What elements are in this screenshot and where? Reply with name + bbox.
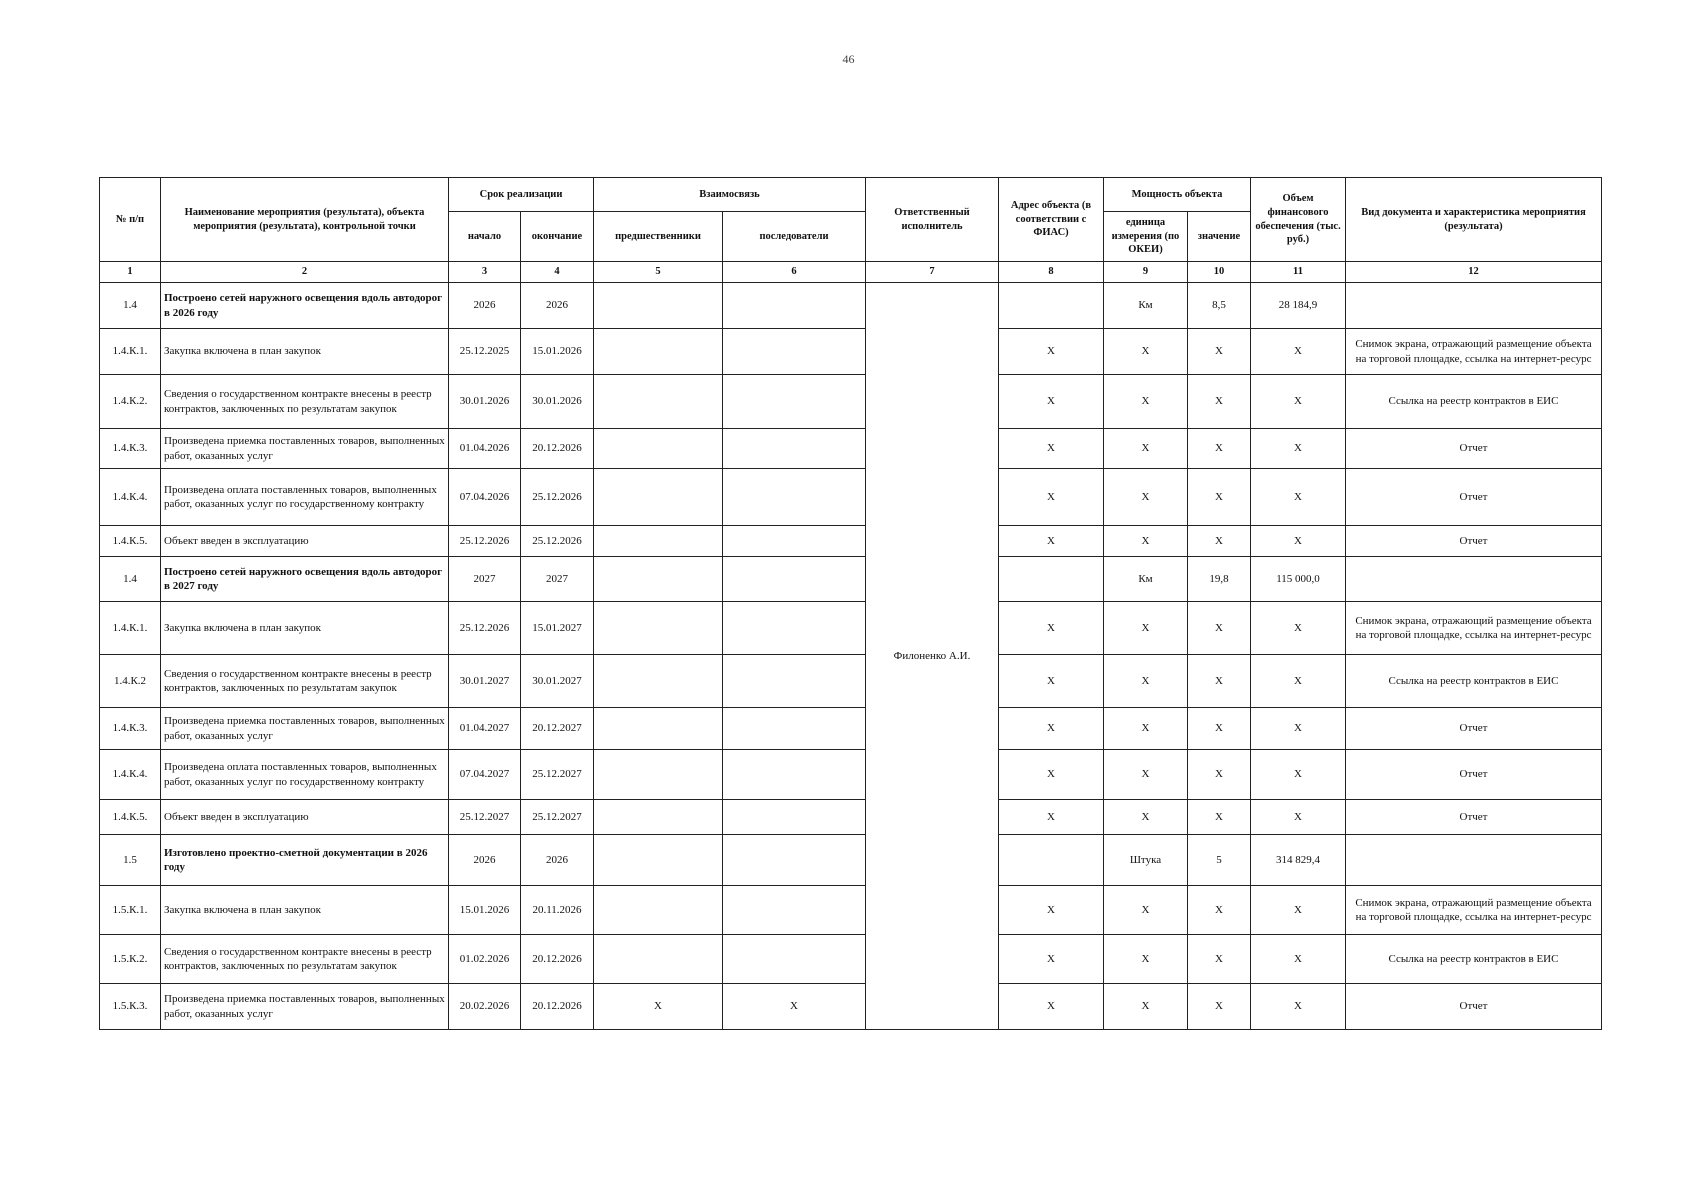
row-name: Произведена оплата поставленных товаров, выполненных работ, оказанных услуг по государственному контракту [161,750,449,800]
row-start: 2026 [449,283,521,329]
row-predecessors [594,886,723,935]
row-address: X [999,526,1104,557]
row-successors [723,602,866,655]
row-document: Ссылка на реестр контрактов в ЕИС [1346,935,1602,984]
row-unit: X [1104,526,1188,557]
row-number: 1.4.К.5. [100,800,161,835]
row-volume: X [1251,375,1346,429]
row-value: X [1188,469,1251,526]
row-end: 15.01.2026 [521,329,594,375]
row-successors [723,526,866,557]
row-start: 01.04.2027 [449,708,521,750]
row-successors [723,708,866,750]
row-start: 30.01.2026 [449,375,521,429]
row-name: Закупка включена в план закупок [161,602,449,655]
row-end: 30.01.2027 [521,655,594,708]
row-document: Снимок экрана, отражающий размещение объекта на торговой площадке, ссылка на интернет-ресурс [1346,602,1602,655]
table-row [100,800,1602,835]
row-address: X [999,984,1104,1030]
page-number: 46 [842,52,855,66]
row-number: 1.4.К.2. [100,375,161,429]
row-volume: X [1251,708,1346,750]
row-address: X [999,429,1104,469]
column-number: 3 [449,262,521,283]
row-value: X [1188,429,1251,469]
header-responsible: Ответственный исполнитель [866,178,999,262]
row-predecessors [594,835,723,886]
row-value: X [1188,655,1251,708]
table-row [100,429,1602,469]
row-value: X [1188,526,1251,557]
row-end: 30.01.2026 [521,375,594,429]
column-numbers-row [100,262,1602,283]
row-successors [723,750,866,800]
row-successors [723,800,866,835]
row-predecessors [594,429,723,469]
table-row [100,655,1602,708]
row-number: 1.5.К.3. [100,984,161,1030]
row-volume: X [1251,329,1346,375]
row-address: X [999,886,1104,935]
row-volume: X [1251,800,1346,835]
table-row [100,469,1602,526]
row-address [999,557,1104,602]
table-row [100,602,1602,655]
row-number: 1.4 [100,283,161,329]
header-predecessors: предшественники [594,212,723,262]
row-document: Отчет [1346,800,1602,835]
row-predecessors [594,750,723,800]
column-number: 10 [1188,262,1251,283]
row-successors [723,283,866,329]
row-name: Объект введен в эксплуатацию [161,526,449,557]
row-address: X [999,375,1104,429]
row-document: Отчет [1346,469,1602,526]
row-start: 01.02.2026 [449,935,521,984]
row-end: 25.12.2026 [521,526,594,557]
row-number: 1.5.К.1. [100,886,161,935]
row-name: Произведена приемка поставленных товаров, выполненных работ, оказанных услуг [161,429,449,469]
row-value: 8,5 [1188,283,1251,329]
row-value: X [1188,935,1251,984]
row-predecessors [594,557,723,602]
row-start: 07.04.2026 [449,469,521,526]
row-end: 20.12.2026 [521,935,594,984]
row-address: X [999,750,1104,800]
row-end: 20.12.2026 [521,984,594,1030]
row-value: X [1188,800,1251,835]
row-number: 1.4.К.5. [100,526,161,557]
row-document: Отчет [1346,429,1602,469]
row-successors [723,557,866,602]
header-relation: Взаимосвязь [594,178,866,212]
row-number: 1.4.К.4. [100,469,161,526]
row-document [1346,835,1602,886]
row-document: Снимок экрана, отражающий размещение объекта на торговой площадке, ссылка на интернет-ресурс [1346,329,1602,375]
row-name: Закупка включена в план закупок [161,329,449,375]
row-volume: 314 829,4 [1251,835,1346,886]
row-unit: X [1104,329,1188,375]
row-unit: X [1104,429,1188,469]
header-successors: последователи [723,212,866,262]
column-number: 5 [594,262,723,283]
row-predecessors [594,526,723,557]
table-body [100,283,1602,1030]
row-start: 20.02.2026 [449,984,521,1030]
row-end: 20.12.2027 [521,708,594,750]
row-value: X [1188,886,1251,935]
row-document: Отчет [1346,708,1602,750]
row-document [1346,283,1602,329]
header-volume: Объем финансового обеспечения (тыс. руб.) [1251,178,1346,262]
row-document: Снимок экрана, отражающий размещение объекта на торговой площадке, ссылка на интернет-ресурс [1346,886,1602,935]
row-address: X [999,655,1104,708]
row-volume: X [1251,750,1346,800]
row-start: 07.04.2027 [449,750,521,800]
header-doc: Вид документа и характеристика мероприятия (результата) [1346,178,1602,262]
row-predecessors [594,602,723,655]
row-unit: X [1104,655,1188,708]
row-volume: 115 000,0 [1251,557,1346,602]
column-number: 4 [521,262,594,283]
row-volume: X [1251,429,1346,469]
row-volume: X [1251,984,1346,1030]
row-number: 1.4.К.2 [100,655,161,708]
column-number: 11 [1251,262,1346,283]
row-predecessors [594,329,723,375]
row-number: 1.5.К.2. [100,935,161,984]
row-successors [723,429,866,469]
table-row [100,557,1602,602]
table-row [100,886,1602,935]
row-name: Сведения о государственном контракте внесены в реестр контрактов, заключенных по результатам закупок [161,935,449,984]
row-successors [723,655,866,708]
row-volume: X [1251,526,1346,557]
column-number: 12 [1346,262,1602,283]
row-unit: X [1104,984,1188,1030]
header-capacity: Мощность объекта [1104,178,1251,212]
row-document: Ссылка на реестр контрактов в ЕИС [1346,375,1602,429]
row-name: Изготовлено проектно-сметной документации в 2026 году [161,835,449,886]
row-volume: X [1251,469,1346,526]
row-number: 1.4.К.4. [100,750,161,800]
row-predecessors [594,708,723,750]
row-end: 25.12.2027 [521,750,594,800]
row-unit: X [1104,800,1188,835]
row-unit: Штука [1104,835,1188,886]
column-number: 7 [866,262,999,283]
row-end: 20.11.2026 [521,886,594,935]
plan-table [99,177,1602,1030]
table-row [100,283,1602,329]
table-row [100,329,1602,375]
row-successors [723,935,866,984]
row-end: 20.12.2026 [521,429,594,469]
row-number: 1.4 [100,557,161,602]
row-predecessors: X [594,984,723,1030]
row-end: 2026 [521,283,594,329]
row-predecessors [594,935,723,984]
table-row [100,708,1602,750]
row-unit: Км [1104,283,1188,329]
row-start: 2027 [449,557,521,602]
row-successors [723,835,866,886]
row-start: 2026 [449,835,521,886]
table-row [100,750,1602,800]
row-document: Ссылка на реестр контрактов в ЕИС [1346,655,1602,708]
row-end: 25.12.2026 [521,469,594,526]
row-volume: X [1251,886,1346,935]
row-address: X [999,935,1104,984]
responsible-person: Филоненко А.И. [866,283,999,1030]
header-period: Срок реализации [449,178,594,212]
row-volume: X [1251,602,1346,655]
row-name: Сведения о государственном контракте внесены в реестр контрактов, заключенных по результатам закупок [161,655,449,708]
header-name: Наименование мероприятия (результата), объекта мероприятия (результата), контрольной точки [161,178,449,262]
row-predecessors [594,655,723,708]
table-row [100,375,1602,429]
row-name: Сведения о государственном контракте внесены в реестр контрактов, заключенных по результатам закупок [161,375,449,429]
row-address: X [999,469,1104,526]
row-start: 25.12.2026 [449,602,521,655]
row-unit: X [1104,602,1188,655]
row-address: X [999,602,1104,655]
row-value: X [1188,708,1251,750]
row-successors: X [723,984,866,1030]
row-address [999,283,1104,329]
row-document [1346,557,1602,602]
row-value: X [1188,375,1251,429]
row-name: Произведена приемка поставленных товаров, выполненных работ, оказанных услуг [161,708,449,750]
column-number: 8 [999,262,1104,283]
row-name: Закупка включена в план закупок [161,886,449,935]
column-number: 2 [161,262,449,283]
row-start: 30.01.2027 [449,655,521,708]
row-name: Построено сетей наружного освещения вдоль автодорог в 2026 году [161,283,449,329]
table-row [100,526,1602,557]
row-document: Отчет [1346,526,1602,557]
row-value: 5 [1188,835,1251,886]
row-name: Объект введен в эксплуатацию [161,800,449,835]
column-number: 6 [723,262,866,283]
row-unit: X [1104,469,1188,526]
column-number: 1 [100,262,161,283]
row-value: X [1188,329,1251,375]
row-unit: X [1104,708,1188,750]
row-number: 1.4.К.3. [100,708,161,750]
row-start: 25.12.2027 [449,800,521,835]
row-value: X [1188,750,1251,800]
row-end: 2026 [521,835,594,886]
row-start: 25.12.2026 [449,526,521,557]
row-address: X [999,800,1104,835]
header-address: Адрес объекта (в соответствии с ФИАС) [999,178,1104,262]
header-value: значение [1188,212,1251,262]
row-value: 19,8 [1188,557,1251,602]
row-start: 01.04.2026 [449,429,521,469]
row-successors [723,469,866,526]
row-address: X [999,329,1104,375]
row-name: Произведена приемка поставленных товаров, выполненных работ, оказанных услуг [161,984,449,1030]
row-document: Отчет [1346,750,1602,800]
row-successors [723,375,866,429]
row-number: 1.4.К.3. [100,429,161,469]
row-address [999,835,1104,886]
row-volume: X [1251,655,1346,708]
row-predecessors [594,283,723,329]
row-successors [723,886,866,935]
table-row [100,984,1602,1030]
column-number: 9 [1104,262,1188,283]
header-num: № п/п [100,178,161,262]
row-volume: X [1251,935,1346,984]
row-predecessors [594,800,723,835]
row-unit: X [1104,750,1188,800]
row-predecessors [594,469,723,526]
row-value: X [1188,602,1251,655]
header-start: начало [449,212,521,262]
row-volume: 28 184,9 [1251,283,1346,329]
row-name: Построено сетей наружного освещения вдоль автодорог в 2027 году [161,557,449,602]
row-number: 1.4.К.1. [100,329,161,375]
row-address: X [999,708,1104,750]
row-document: Отчет [1346,984,1602,1030]
row-end: 25.12.2027 [521,800,594,835]
row-end: 15.01.2027 [521,602,594,655]
header-unit: единица измерения (по ОКЕИ) [1104,212,1188,262]
row-value: X [1188,984,1251,1030]
header-end: окончание [521,212,594,262]
row-unit: Км [1104,557,1188,602]
row-start: 25.12.2025 [449,329,521,375]
row-number: 1.5 [100,835,161,886]
row-name: Произведена оплата поставленных товаров, выполненных работ, оказанных услуг по государственному контракту [161,469,449,526]
row-predecessors [594,375,723,429]
row-unit: X [1104,886,1188,935]
row-unit: X [1104,935,1188,984]
row-end: 2027 [521,557,594,602]
row-unit: X [1104,375,1188,429]
row-start: 15.01.2026 [449,886,521,935]
row-number: 1.4.К.1. [100,602,161,655]
table-row [100,935,1602,984]
row-successors [723,329,866,375]
table-row [100,835,1602,886]
